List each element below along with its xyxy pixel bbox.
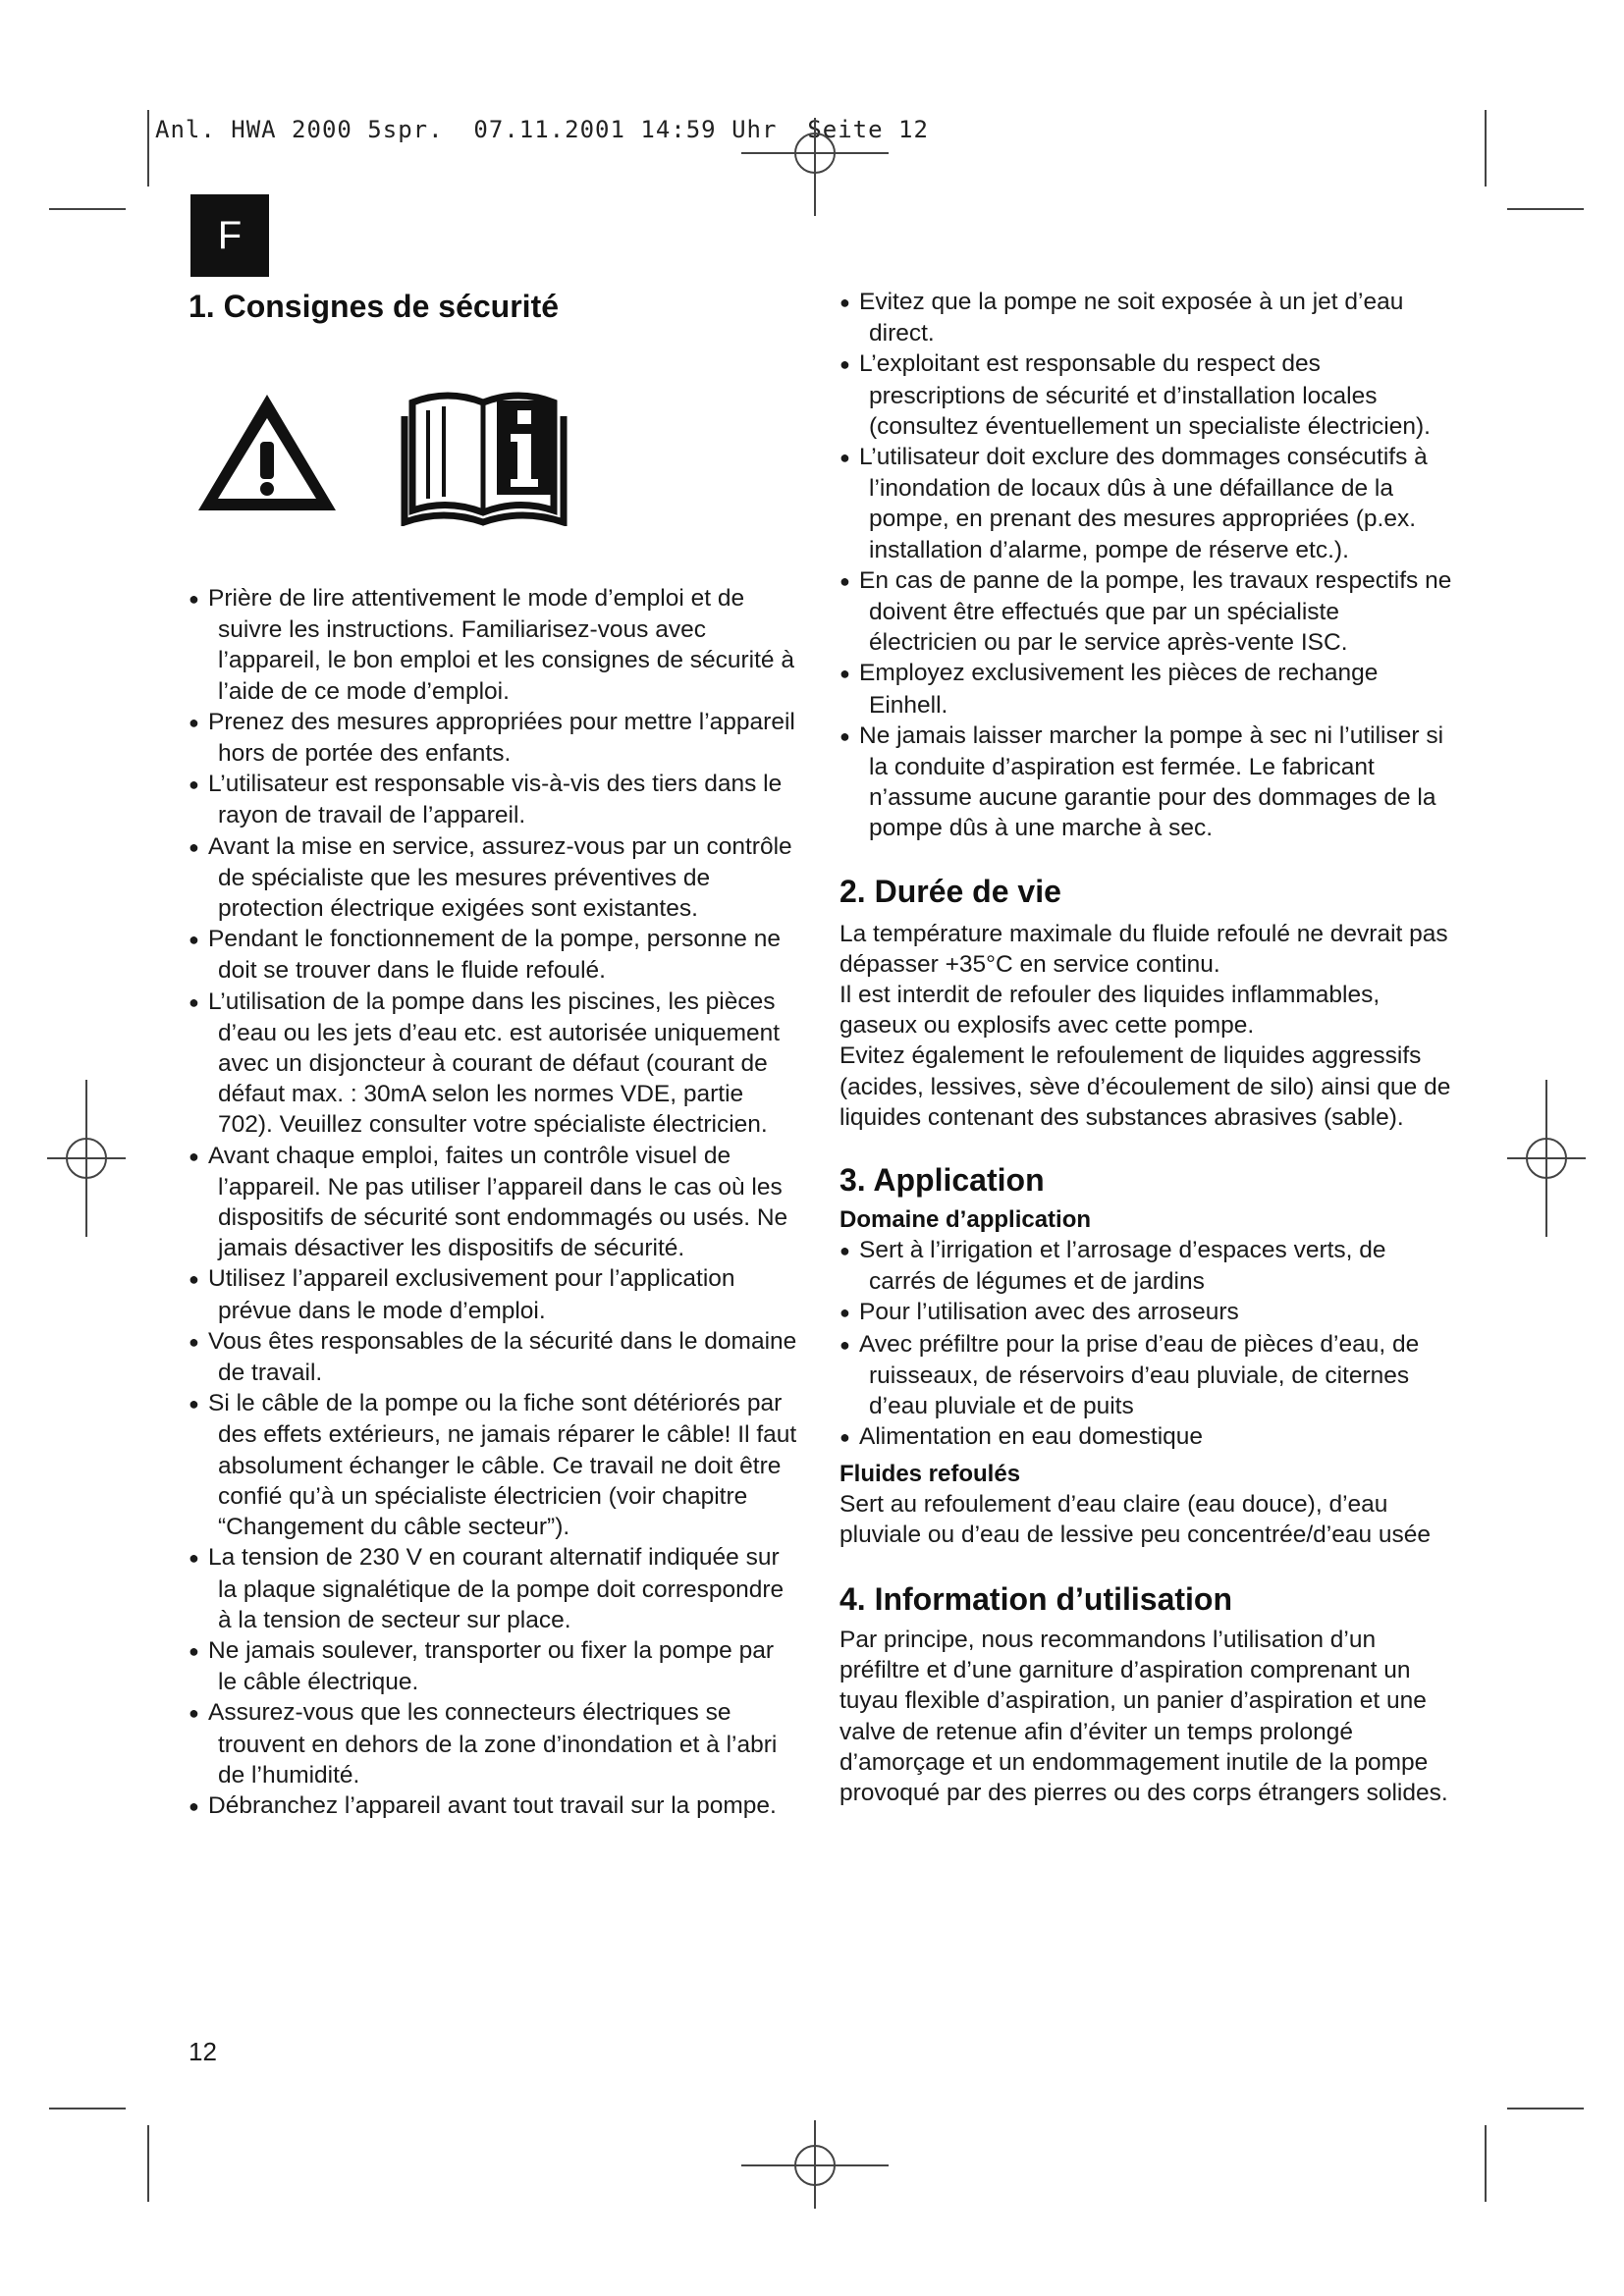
list-item: ● L’utilisateur est responsable vis-à-vis des tiers dans le rayon de travail de l’appareil.: [189, 769, 797, 830]
domain-heading: Domaine d’application: [839, 1206, 1092, 1234]
usage-text: Par principe, nous recommandons l’utilisation d’un préfiltre et d’une garniture d’aspiration comprenant un tuyau flexible d’aspiration, un panier d’aspiration et une valve de retenue afin d’éviter un temps prolongé d’amorçage et un endommagement inutile de la pompe provoqué par des pierres ou des corps étrangers solides.: [839, 1626, 1448, 1806]
list-item: ● Avant la mise en service, assurez-vous par un contrôle de spécialiste que les mesures préventives de protection électrique exigées sont existantes.: [189, 831, 797, 925]
fluids-text: Sert au refoulement d’eau claire (eau douce), d’eau pluviale ou d’eau de lessive peu concentrée/d’eau usée: [839, 1490, 1432, 1548]
list-item: ● Employez exclusivement les pièces de rechange Einhell.: [839, 658, 1453, 720]
list-item: ● Utilisez l’appareil exclusivement pour l’application prévue dans le mode d’emploi.: [189, 1263, 797, 1325]
list-item: ● Ne jamais laisser marcher la pompe à sec ni l’utiliser si la conduite d’aspiration est fermée. Le fabricant n’assume aucune garantie pour des dommages de la pompe dûs à une marche à sec.: [839, 721, 1453, 844]
safety-list-left: [189, 583, 797, 1822]
registration-mark-bottom: [741, 2120, 889, 2209]
lifetime-paragraph: Il est interdit de refouler des liquides inflammables, gaseux ou explosifs avec cette pompe.: [839, 982, 1380, 1040]
registration-mark-top: [741, 118, 889, 216]
print-slug: Anl. HWA 2000 5spr. 07.11.2001 14:59 Uhr Seite 12: [155, 116, 929, 143]
list-item: ● Prière de lire attentivement le mode d’emploi et de suivre les instructions. Familiarisez-vous avec l’appareil, le bon emploi et les consignes de sécurité à l’aide de ce mode d’emploi.: [189, 583, 797, 707]
left-column: [189, 287, 797, 1822]
manual-info-icon: [401, 383, 568, 526]
registration-mark-right: [1507, 1080, 1586, 1237]
lifetime-paragraph: La température maximale du fluide refoulé ne devrait pas dépasser +35°C en service continu.: [839, 920, 1448, 978]
registration-mark-left: [47, 1080, 126, 1237]
list-item: ● Débranchez l’appareil avant tout travail sur la pompe.: [189, 1790, 797, 1822]
list-item: ● Prenez des mesures appropriées pour mettre l’appareil hors de portée des enfants.: [189, 707, 797, 769]
page-number: 12: [189, 2037, 217, 2066]
list-item: ● Sert à l’irrigation et l’arrosage d’espaces verts, de carrés de légumes et de jardins: [839, 1235, 1453, 1297]
list-item: ● Si le câble de la pompe ou la fiche sont détériorés par des effets extérieurs, ne jamais réparer le câble! Il faut absolument échanger le câble. Ce travail ne doit être confié qu’à un spécialiste électricien (voir chapitre “Changement du câble secteur”).: [189, 1388, 797, 1542]
list-item: ● Pour l’utilisation avec des arroseurs: [839, 1297, 1453, 1328]
list-item: ● Pendant le fonctionnement de la pompe, personne ne doit se trouver dans le fluide refoulé.: [189, 924, 797, 986]
section-title-application: 3. Application: [839, 1162, 1045, 1199]
list-item: ● En cas de panne de la pompe, les travaux respectifs ne doivent être effectués que par un spécialiste électricien ou par le service après-vente ISC.: [839, 565, 1453, 659]
list-item: ● L’utilisation de la pompe dans les piscines, les pièces d’eau ou les jets d’eau etc. est autorisée uniquement avec un disjoncteur à courant de défaut (courant de défaut max. : 30mA selon les normes VDE, partie 702). Veuillez consulter votre spécialiste électricien.: [189, 987, 797, 1141]
list-item: ● Avant chaque emploi, faites un contrôle visuel de l’appareil. Ne pas utiliser l’appareil dans le cas où les dispositifs de sécurité sont endommagés ou usés. Ne jamais désactiver les dispositifs de sécurité.: [189, 1141, 797, 1264]
section-title-lifetime: 2. Durée de vie: [839, 873, 1061, 909]
list-item: ● L’utilisateur doit exclure des dommages consécutifs à l’inondation de locaux dûs à une défaillance de la pompe, en prenant des mesures appropriées (p.ex. installation d’alarme, pompe de réserve etc.).: [839, 442, 1453, 565]
list-item: ● L’exploitant est responsable du respect des prescriptions de sécurité et d’installation locales (consultez éventuellement un specialiste électricien).: [839, 348, 1453, 442]
safety-list-right: [839, 287, 1453, 844]
list-item: ● Avec préfiltre pour la prise d’eau de pièces d’eau, de ruisseaux, de réservoirs d’eau pluviale, de citernes d’eau pluviale et de puits: [839, 1329, 1453, 1422]
list-item: ● Ne jamais soulever, transporter ou fixer la pompe par le câble électrique.: [189, 1635, 797, 1697]
language-badge: F: [190, 194, 269, 277]
list-item: ● Evitez que la pompe ne soit exposée à un jet d’eau direct.: [839, 287, 1453, 348]
warning-triangle-icon: [194, 391, 340, 514]
section-title-safety: 1. Consignes de sécurité: [189, 289, 560, 324]
lifetime-paragraph: Evitez également le refoulement de liquides aggressifs (acides, lessives, sève d’écoulement de silo) ainsi que de liquides contenant des substances abrasives (sable).: [839, 1042, 1451, 1131]
list-item: ● Vous êtes responsables de la sécurité dans le domaine de travail.: [189, 1326, 797, 1388]
domain-list: [839, 1235, 1453, 1453]
list-item: ● Assurez-vous que les connecteurs électriques se trouvent en dehors de la zone d’inondation et à l’abri de l’humidité.: [189, 1697, 797, 1790]
section-title-usage: 4. Information d’utilisation: [839, 1580, 1232, 1617]
list-item: ● Alimentation en eau domestique: [839, 1421, 1453, 1453]
fluids-heading: Fluides refoulés: [839, 1460, 1021, 1487]
safety-icons: [189, 326, 797, 583]
right-column: [839, 287, 1453, 1808]
list-item: ● La tension de 230 V en courant alternatif indiquée sur la plaque signalétique de la pompe doit correspondre à la tension de secteur sur place.: [189, 1542, 797, 1635]
